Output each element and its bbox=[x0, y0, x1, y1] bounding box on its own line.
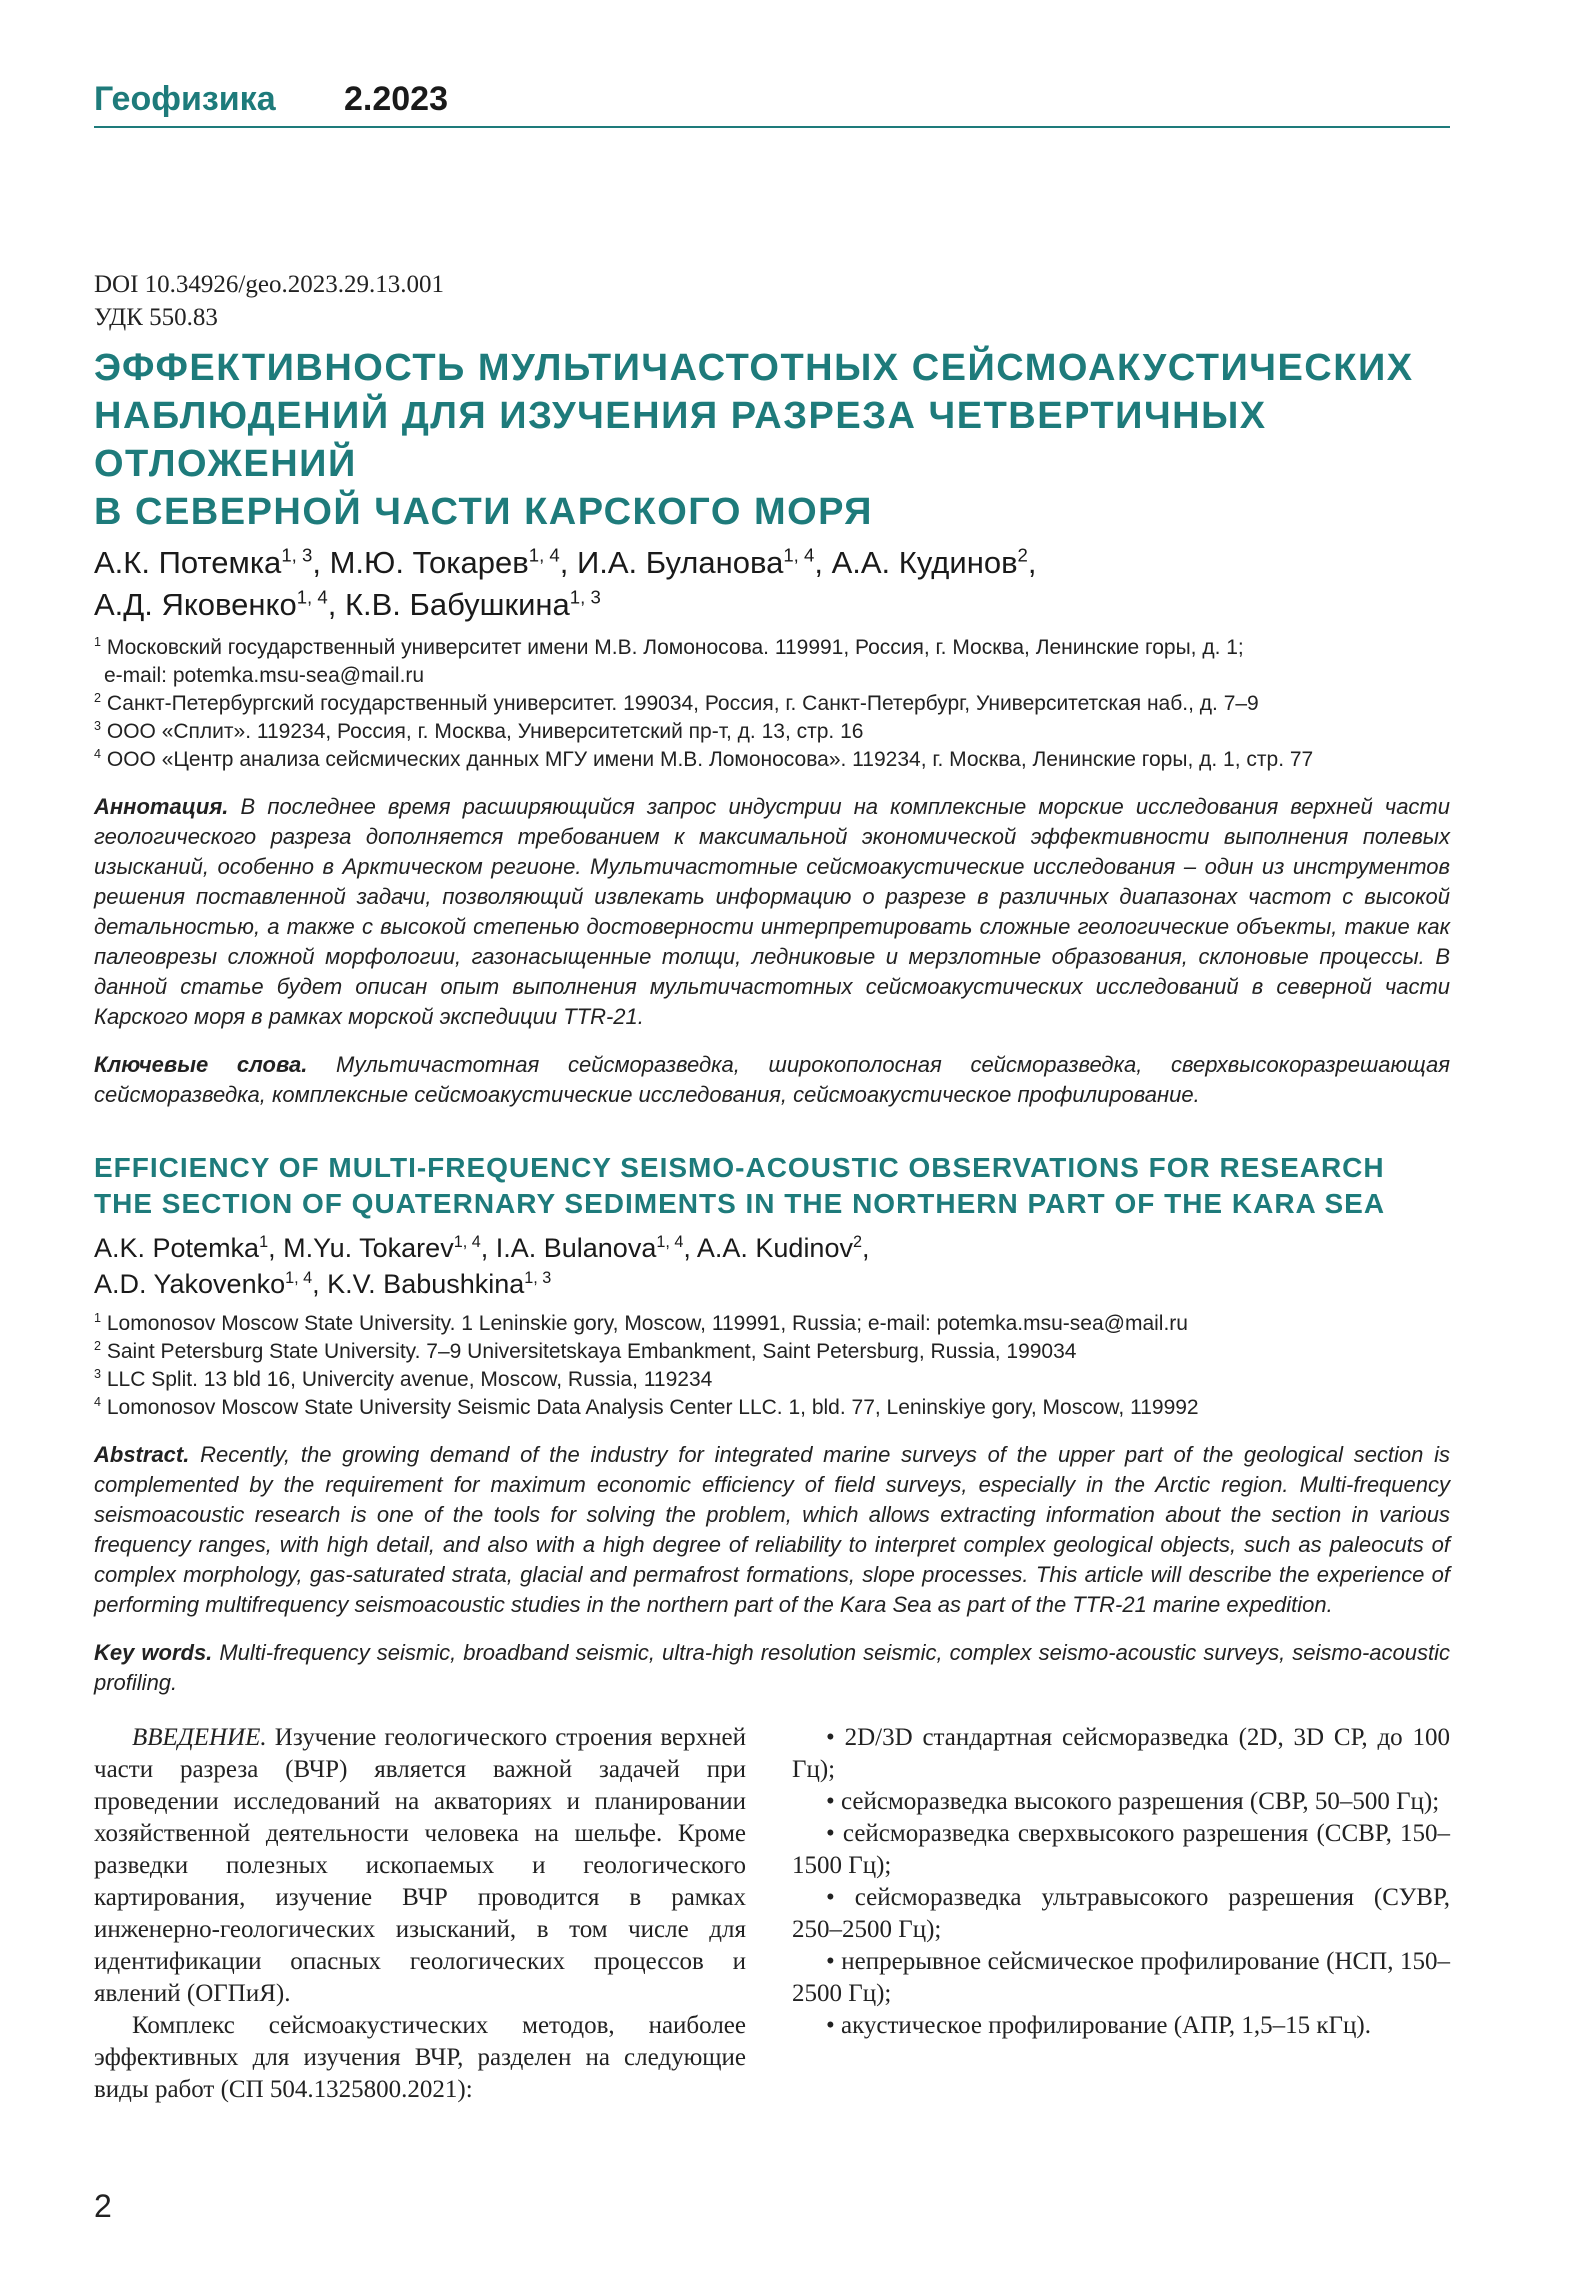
authors-ru-line bbox=[94, 584, 1450, 626]
author-affil-ref: 1, 4 bbox=[453, 1233, 481, 1251]
keywords-ru-label: Ключевые слова. bbox=[94, 1052, 308, 1077]
author-affil-ref: 2 bbox=[852, 1233, 862, 1251]
udk: УДК 550.83 bbox=[94, 304, 218, 331]
author-sep: , bbox=[312, 545, 330, 580]
authors-ru-line bbox=[94, 542, 1450, 584]
running-header bbox=[94, 70, 1450, 128]
title-ru-line: НАБЛЮДЕНИЙ ДЛЯ ИЗУЧЕНИЯ РАЗРЕЗА ЧЕТВЕРТИЧНЫХ ОТЛОЖЕНИЙ bbox=[94, 395, 1267, 485]
list-item: • сейсморазведка высокого разрешения (СВР, 50–500 Гц); bbox=[826, 1788, 1440, 1815]
author-sep: , bbox=[1027, 545, 1037, 580]
author-sep: , bbox=[312, 1269, 328, 1299]
affiliation-text: Saint Petersburg State University. 7–9 Universitetskaya Embankment, Saint Petersburg, Russia, 199034 bbox=[106, 1340, 1077, 1363]
affiliation-number: 4 bbox=[94, 1395, 102, 1409]
list-item: • сейсморазведка сверхвысокого разрешения (ССВР, 150–1500 Гц); bbox=[792, 1820, 1450, 1879]
list-item: • акустическое профилирование (АПР, 1,5–15 кГц). bbox=[826, 2012, 1371, 2039]
affiliation-number: 3 bbox=[94, 1367, 102, 1381]
abstract-ru bbox=[94, 792, 1450, 1032]
affiliation bbox=[94, 746, 1450, 774]
affiliation-text: ООО «Сплит». 119234, Россия, г. Москва, Университетский пр-т, д. 13, стр. 16 bbox=[106, 720, 864, 743]
affiliation-number: 2 bbox=[94, 691, 102, 705]
author-affil-ref: 1, 4 bbox=[296, 586, 328, 608]
author-sep: , bbox=[480, 1233, 496, 1263]
affiliations-ru bbox=[94, 634, 1450, 774]
affiliation bbox=[94, 1366, 1450, 1394]
journal-name: Геофизика bbox=[94, 80, 276, 118]
author: A.A. Kudinov bbox=[696, 1233, 853, 1263]
affiliation-number: 1 bbox=[94, 635, 102, 649]
author-affil-ref: 1, 4 bbox=[285, 1269, 313, 1287]
journal-issue: 2.2023 bbox=[344, 80, 448, 118]
abstract-ru-label: Аннотация. bbox=[94, 794, 229, 819]
affiliation bbox=[94, 690, 1450, 718]
title-en bbox=[94, 1150, 1450, 1222]
author-affil-ref: 1, 4 bbox=[656, 1233, 684, 1251]
author: A.D. Yakovenko bbox=[94, 1269, 286, 1299]
body-paragraph: Комплекс сейсмоакустических методов, наиболее эффективных для изучения ВЧР, разделен на следующие виды работ (СП 504.1325800.2021): bbox=[94, 2012, 746, 2103]
title-ru bbox=[94, 344, 1450, 536]
page bbox=[94, 70, 1450, 2103]
author: A.K. Potemka bbox=[94, 1233, 260, 1263]
author: А.Д. Яковенко bbox=[94, 587, 297, 622]
affiliation-text: Московский государственный университет имени М.В. Ломоносова. 119991, Россия, г. Москва, Ленинские горы, д. 1; bbox=[106, 636, 1244, 659]
abstract-en-text: Recently, the growing demand of the industry for integrated marine surveys of the upper part of the geological section is complemented by the requirement for maximum economic efficiency of field surveys, especially in the Arctic region. Multi-frequency seismoacoustic research is one of the tools for solving the problem, which allows extracting information about the section in various frequency ranges, with high detail, and also with a high degree of reliability to interpret complex geological objects, such as paleocuts of complex morphology, gas-saturated strata, glacial and permafrost formations, slope processes. This article will describe the experience of performing multifrequency seismoacoustic studies in the northern part of the Kara Sea as part of the TTR-21 marine expedition. bbox=[94, 1442, 1450, 1617]
page-number: 2 bbox=[94, 2188, 112, 2224]
author: K.V. Babushkina bbox=[327, 1269, 525, 1299]
title-en-line: THE SECTION OF QUATERNARY SEDIMENTS IN THE NORTHERN PART OF THE KARA SEA bbox=[94, 1188, 1386, 1219]
article-meta bbox=[94, 268, 1450, 334]
affiliation-number: 3 bbox=[94, 719, 102, 733]
author: И.А. Буланова bbox=[576, 545, 784, 580]
affiliation bbox=[94, 1338, 1450, 1366]
author: К.В. Бабушкина bbox=[344, 587, 570, 622]
affiliation-text: Lomonosov Moscow State University. 1 Leninskie gory, Moscow, 119991, Russia; e-mail: potemka.msu-sea@mail.ru bbox=[106, 1312, 1188, 1335]
doi[interactable]: DOI 10.34926/geo.2023.29.13.001 bbox=[94, 271, 444, 298]
author-affil-ref: 1, 4 bbox=[783, 544, 815, 566]
authors-en-line bbox=[94, 1266, 1450, 1302]
author-affil-ref: 1, 4 bbox=[528, 544, 560, 566]
authors-ru bbox=[94, 542, 1450, 626]
body-column-right bbox=[792, 1722, 1450, 2042]
intro-paragraph bbox=[94, 1722, 746, 2010]
intro-text: Изучение геологического строения верхней части разреза (ВЧР) является важной задачей при проведении исследований на акваториях и планировании хозяйственной деятельности человека на шельфе. Кроме разведки полезных ископаемых и геологического картирования, изучение ВЧР проводится в рамках инженерно-геологических изысканий, в том числе для идентификации опасных геологических процессов и явлений (ОГПиЯ). bbox=[94, 1724, 746, 2007]
body-column-left bbox=[94, 1722, 746, 2106]
author-sep: , bbox=[327, 587, 345, 622]
affiliation bbox=[94, 662, 1450, 690]
affiliations-en bbox=[94, 1310, 1450, 1422]
keywords-ru bbox=[94, 1050, 1450, 1110]
affiliation bbox=[94, 1394, 1450, 1422]
affiliation-text: ООО «Центр анализа сейсмических данных МГУ имени М.В. Ломоносова». 119234, г. Москва, Ленинские горы, д. 1, стр. 77 bbox=[106, 748, 1314, 771]
author-affil-ref: 1, 3 bbox=[281, 544, 313, 566]
list-item: • 2D/3D стандартная сейсморазведка (2D, 3D СР, до 100 Гц); bbox=[792, 1724, 1450, 1783]
authors-en-line bbox=[94, 1230, 1450, 1266]
list-item: • сейсморазведка ультравысокого разрешения (СУВР, 250–2500 Гц); bbox=[792, 1884, 1450, 1943]
abstract-en-label: Abstract. bbox=[94, 1442, 190, 1467]
author-sep: , bbox=[268, 1233, 284, 1263]
author: А.К. Потемка bbox=[94, 545, 282, 580]
list-item: • непрерывное сейсмическое профилирование (НСП, 150–2500 Гц); bbox=[792, 1948, 1450, 2007]
author-sep: , bbox=[683, 1233, 697, 1263]
title-ru-line: В СЕВЕРНОЙ ЧАСТИ КАРСКОГО МОРЯ bbox=[94, 491, 873, 533]
affiliation-email[interactable]: e-mail: potemka.msu-sea@mail.ru bbox=[104, 664, 425, 687]
author-sep: , bbox=[861, 1233, 870, 1263]
author-affil-ref: 1 bbox=[259, 1233, 269, 1251]
affiliation bbox=[94, 1310, 1450, 1338]
authors-en bbox=[94, 1230, 1450, 1302]
title-ru-line: ЭФФЕКТИВНОСТЬ МУЛЬТИЧАСТОТНЫХ СЕЙСМОАКУСТИЧЕСКИХ bbox=[94, 347, 1414, 389]
affiliation bbox=[94, 718, 1450, 746]
intro-label: ВВЕДЕНИЕ. bbox=[132, 1724, 267, 1751]
affiliation-number: 1 bbox=[94, 1311, 102, 1325]
author: М.Ю. Токарев bbox=[329, 545, 529, 580]
affiliation-number: 2 bbox=[94, 1339, 102, 1353]
title-en-line: EFFICIENCY OF MULTI-FREQUENCY SEISMO-ACOUSTIC OBSERVATIONS FOR RESEARCH bbox=[94, 1152, 1385, 1183]
author-sep: , bbox=[814, 545, 832, 580]
abstract-en bbox=[94, 1440, 1450, 1620]
affiliation-text: Lomonosov Moscow State University Seismic Data Analysis Center LLC. 1, bld. 77, Leninskiye gory, Moscow, 119992 bbox=[106, 1396, 1199, 1419]
author-affil-ref: 2 bbox=[1017, 544, 1028, 566]
affiliation-number: 4 bbox=[94, 747, 102, 761]
affiliation-text: LLC Split. 13 bld 16, Univercity avenue, Moscow, Russia, 119234 bbox=[106, 1368, 713, 1391]
author: M.Yu. Tokarev bbox=[283, 1233, 454, 1263]
affiliation-text: Санкт-Петербургский государственный университет. 199034, Россия, г. Санкт-Петербург, Университетская наб., д. 7–9 bbox=[106, 692, 1259, 715]
abstract-ru-text: В последнее время расширяющийся запрос индустрии на комплексные морские исследования верхней части геологического разреза дополняется требованием к максимальной экономической эффективности выполнения полевых изысканий, особенно в Арктическом регионе. Мультичастотные сейсмоакустические исследования – один из инструментов решения поставленной задачи, позволяющий извлекать информацию о разрезе в различных диапазонах частот с высокой детальностью, а также с высокой степенью достоверности интерпретировать сложные геологические объекты, такие как палеоврезы сложной морфологии, газонасыщенные толщи, ледниковые и мерзлотные образования, склоновые процессы. В данной статье будет описан опыт выполнения мультичастотных сейсмоакустических исследований в северной части Карского моря в рамках морской экспедиции TTR-21. bbox=[94, 794, 1450, 1029]
author-affil-ref: 1, 3 bbox=[524, 1269, 552, 1287]
author-affil-ref: 1, 3 bbox=[569, 586, 601, 608]
affiliation bbox=[94, 634, 1450, 662]
author-sep: , bbox=[559, 545, 577, 580]
keywords-en-text: Multi-frequency seismic, broadband seismic, ultra-high resolution seismic, complex seismo-acoustic surveys, seismo-acoustic profiling. bbox=[94, 1640, 1450, 1695]
keywords-en-label: Key words. bbox=[94, 1640, 213, 1665]
author: I.A. Bulanova bbox=[495, 1233, 657, 1263]
keywords-en bbox=[94, 1638, 1450, 1698]
keywords-ru-text: Мультичастотная сейсморазведка, широкополосная сейсморазведка, сверхвысокоразрешающая сейсморазведка, комплексные сейсмоакустические исследования, сейсмоакустическое профилирование. bbox=[94, 1052, 1450, 1107]
author: А.А. Кудинов bbox=[831, 545, 1018, 580]
